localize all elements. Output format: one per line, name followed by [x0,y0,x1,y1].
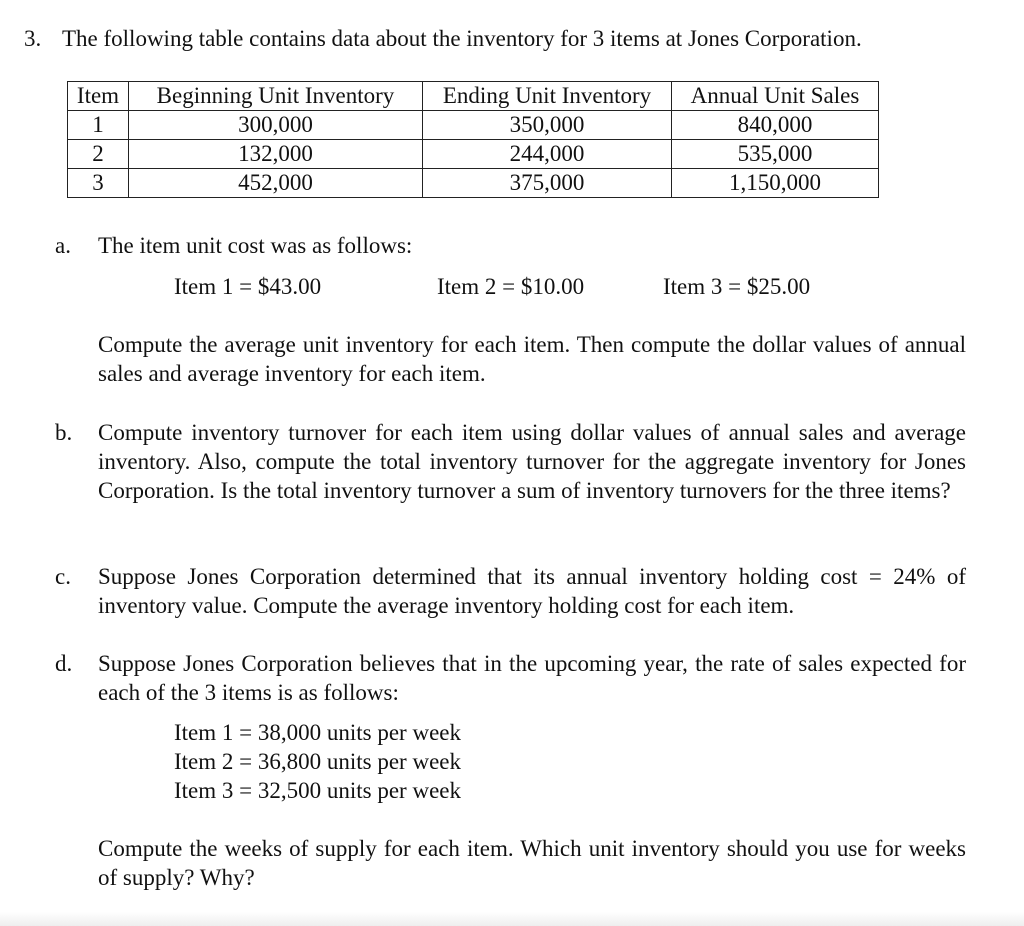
part-d-task: Compute the weeks of supply for each item. Which unit inventory should you use for weeks of supply? Why? [98,836,966,890]
table-row [68,111,879,140]
part-b-text: Compute inventory turnover for each item using dollar values of annual sales and average inventory. Also, compute the total inventory turnover for the aggregate inventory for Jones Corporation. Is the total inventory turnover a sum of inventory turnovers for the three items? [98,420,966,503]
item-3-cost: Item 3 = $25.00 [663,274,811,299]
cell-sales: 535,000 [672,140,879,169]
cell-ending: 375,000 [423,169,672,198]
part-d-intro: Suppose Jones Corporation believes that in the upcoming year, the rate of sales expected for each of the 3 items is as follows: [98,651,966,705]
table-row [68,140,879,169]
item-1-cost: Item 1 = $43.00 [174,274,322,299]
header-annual-sales: Annual Unit Sales [672,82,879,111]
item-2-rate: Item 2 = 36,800 units per week [174,749,461,774]
question-text: The following table contains data about the inventory for 3 items at Jones Corporation. [62,26,862,51]
header-ending-inventory: Ending Unit Inventory [423,82,672,111]
part-c-text: Suppose Jones Corporation determined that its annual inventory holding cost = 24% of inventory value. Compute the average inventory holding cost for each item. [98,564,966,618]
item-2-cost: Item 2 = $10.00 [437,274,585,299]
part-b-marker: b. [55,420,73,445]
cell-beginning: 132,000 [129,140,423,169]
cell-beginning: 452,000 [129,169,423,198]
part-a-task: Compute the average unit inventory for each item. Then compute the dollar values of annual sales and average inventory for each item. [98,332,966,386]
part-a-marker: a. [55,233,71,258]
cell-beginning: 300,000 [129,111,423,140]
cell-ending: 244,000 [423,140,672,169]
part-a-intro: The item unit cost was as follows: [98,233,413,258]
inventory-table [67,81,879,198]
table-row [68,169,879,198]
cell-ending: 350,000 [423,111,672,140]
part-d-marker: d. [55,651,73,676]
cell-item: 2 [68,140,129,169]
item-1-rate: Item 1 = 38,000 units per week [174,720,461,745]
header-beginning-inventory: Beginning Unit Inventory [129,82,423,111]
item-3-rate: Item 3 = 32,500 units per week [174,778,461,803]
cell-sales: 1,150,000 [672,169,879,198]
cell-item: 3 [68,169,129,198]
table-header-row [68,82,879,111]
cell-item: 1 [68,111,129,140]
part-c-marker: c. [55,564,71,589]
header-item: Item [68,82,129,111]
question-number: 3. [24,26,42,51]
cell-sales: 840,000 [672,111,879,140]
page-bottom-edge [0,912,1024,926]
